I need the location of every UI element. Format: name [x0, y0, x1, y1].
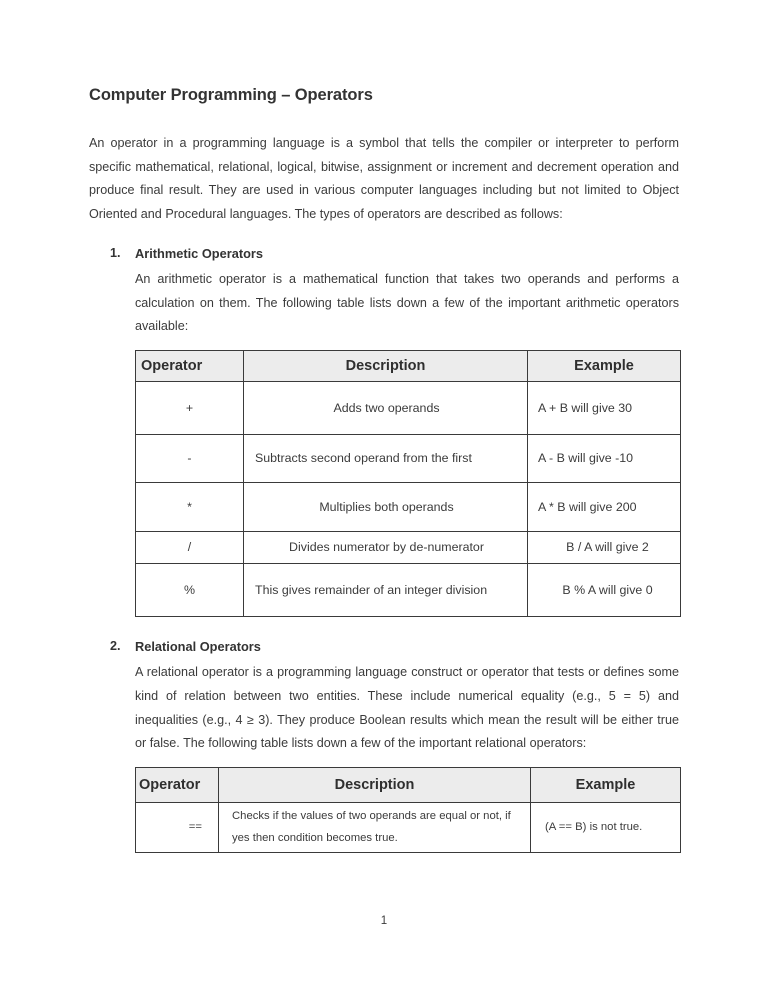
cell-description: This gives remainder of an integer division: [244, 564, 528, 617]
table-header-row: [136, 351, 681, 382]
cell-operator: -: [136, 435, 244, 483]
cell-operator: %: [136, 564, 244, 617]
cell-example: A + B will give 30: [528, 382, 681, 435]
cell-description: Multiplies both operands: [244, 483, 528, 532]
section-body-relational: A relational operator is a programming language construct or operator that tests or defines some kind of relation between two entities. These include numerical equality (e.g., 5 = 5) and inequalities (e.g., 4 ≥ 3). They produce Boolean results which mean the result will be either true or false. The following table lists down a few of the important relational operators:: [135, 664, 679, 751]
table-row: [136, 532, 681, 564]
operator-sections-list: [89, 242, 679, 853]
section-arithmetic-operators: [89, 242, 679, 617]
cell-operator: +: [136, 382, 244, 435]
cell-example: B / A will give 2: [528, 532, 681, 564]
section-body-arithmetic: An arithmetic operator is a mathematical function that takes two operands and performs a calculation on them. The following table lists down a few of the important arithmetic operators available:: [135, 271, 679, 334]
cell-description: Divides numerator by de-numerator: [244, 532, 528, 564]
section-marker: 2.: [110, 639, 121, 654]
table-row: [136, 435, 681, 483]
section-heading-relational: Relational Operators: [135, 639, 261, 655]
column-header-description: Description: [219, 768, 531, 803]
cell-example: A - B will give -10: [528, 435, 681, 483]
cell-description: Checks if the values of two operands are equal or not, if yes then condition becomes true.: [219, 803, 531, 853]
column-header-example: Example: [528, 351, 681, 382]
cell-operator: /: [136, 532, 244, 564]
page-title: Computer Programming – Operators: [89, 86, 373, 104]
cell-operator: ==: [136, 803, 219, 853]
column-header-operator: Operator: [136, 768, 219, 803]
table-row: [136, 564, 681, 617]
cell-example: B % A will give 0: [528, 564, 681, 617]
table-row: [136, 382, 681, 435]
cell-description: Subtracts second operand from the first: [244, 435, 528, 483]
section-heading-arithmetic: Arithmetic Operators: [135, 245, 264, 261]
section-relational-operators: [89, 635, 679, 853]
cell-operator: *: [136, 483, 244, 532]
table-row: [136, 483, 681, 532]
cell-description: Adds two operands: [244, 382, 528, 435]
relational-operators-table: [135, 767, 681, 853]
page-number: 1: [380, 915, 388, 927]
table-row: [136, 803, 681, 853]
cell-example: (A == B) is not true.: [531, 803, 681, 853]
arithmetic-operators-table: [135, 350, 681, 617]
cell-example: A * B will give 200: [528, 483, 681, 532]
section-marker: 1.: [110, 245, 121, 260]
column-header-description: Description: [244, 351, 528, 382]
column-header-operator: Operator: [136, 351, 244, 382]
table-header-row: [136, 768, 681, 803]
document-content: [89, 86, 679, 853]
intro-paragraph: An operator in a programming language is a symbol that tells the compiler or interpreter to perform specific mathematical, relational, logical, bitwise, assignment or increment and decrement operation and produce final result. They are used in various computer languages including but not limited to Object Oriented and Procedural languages. The types of operators are described as follows:: [89, 135, 679, 222]
column-header-example: Example: [531, 768, 681, 803]
